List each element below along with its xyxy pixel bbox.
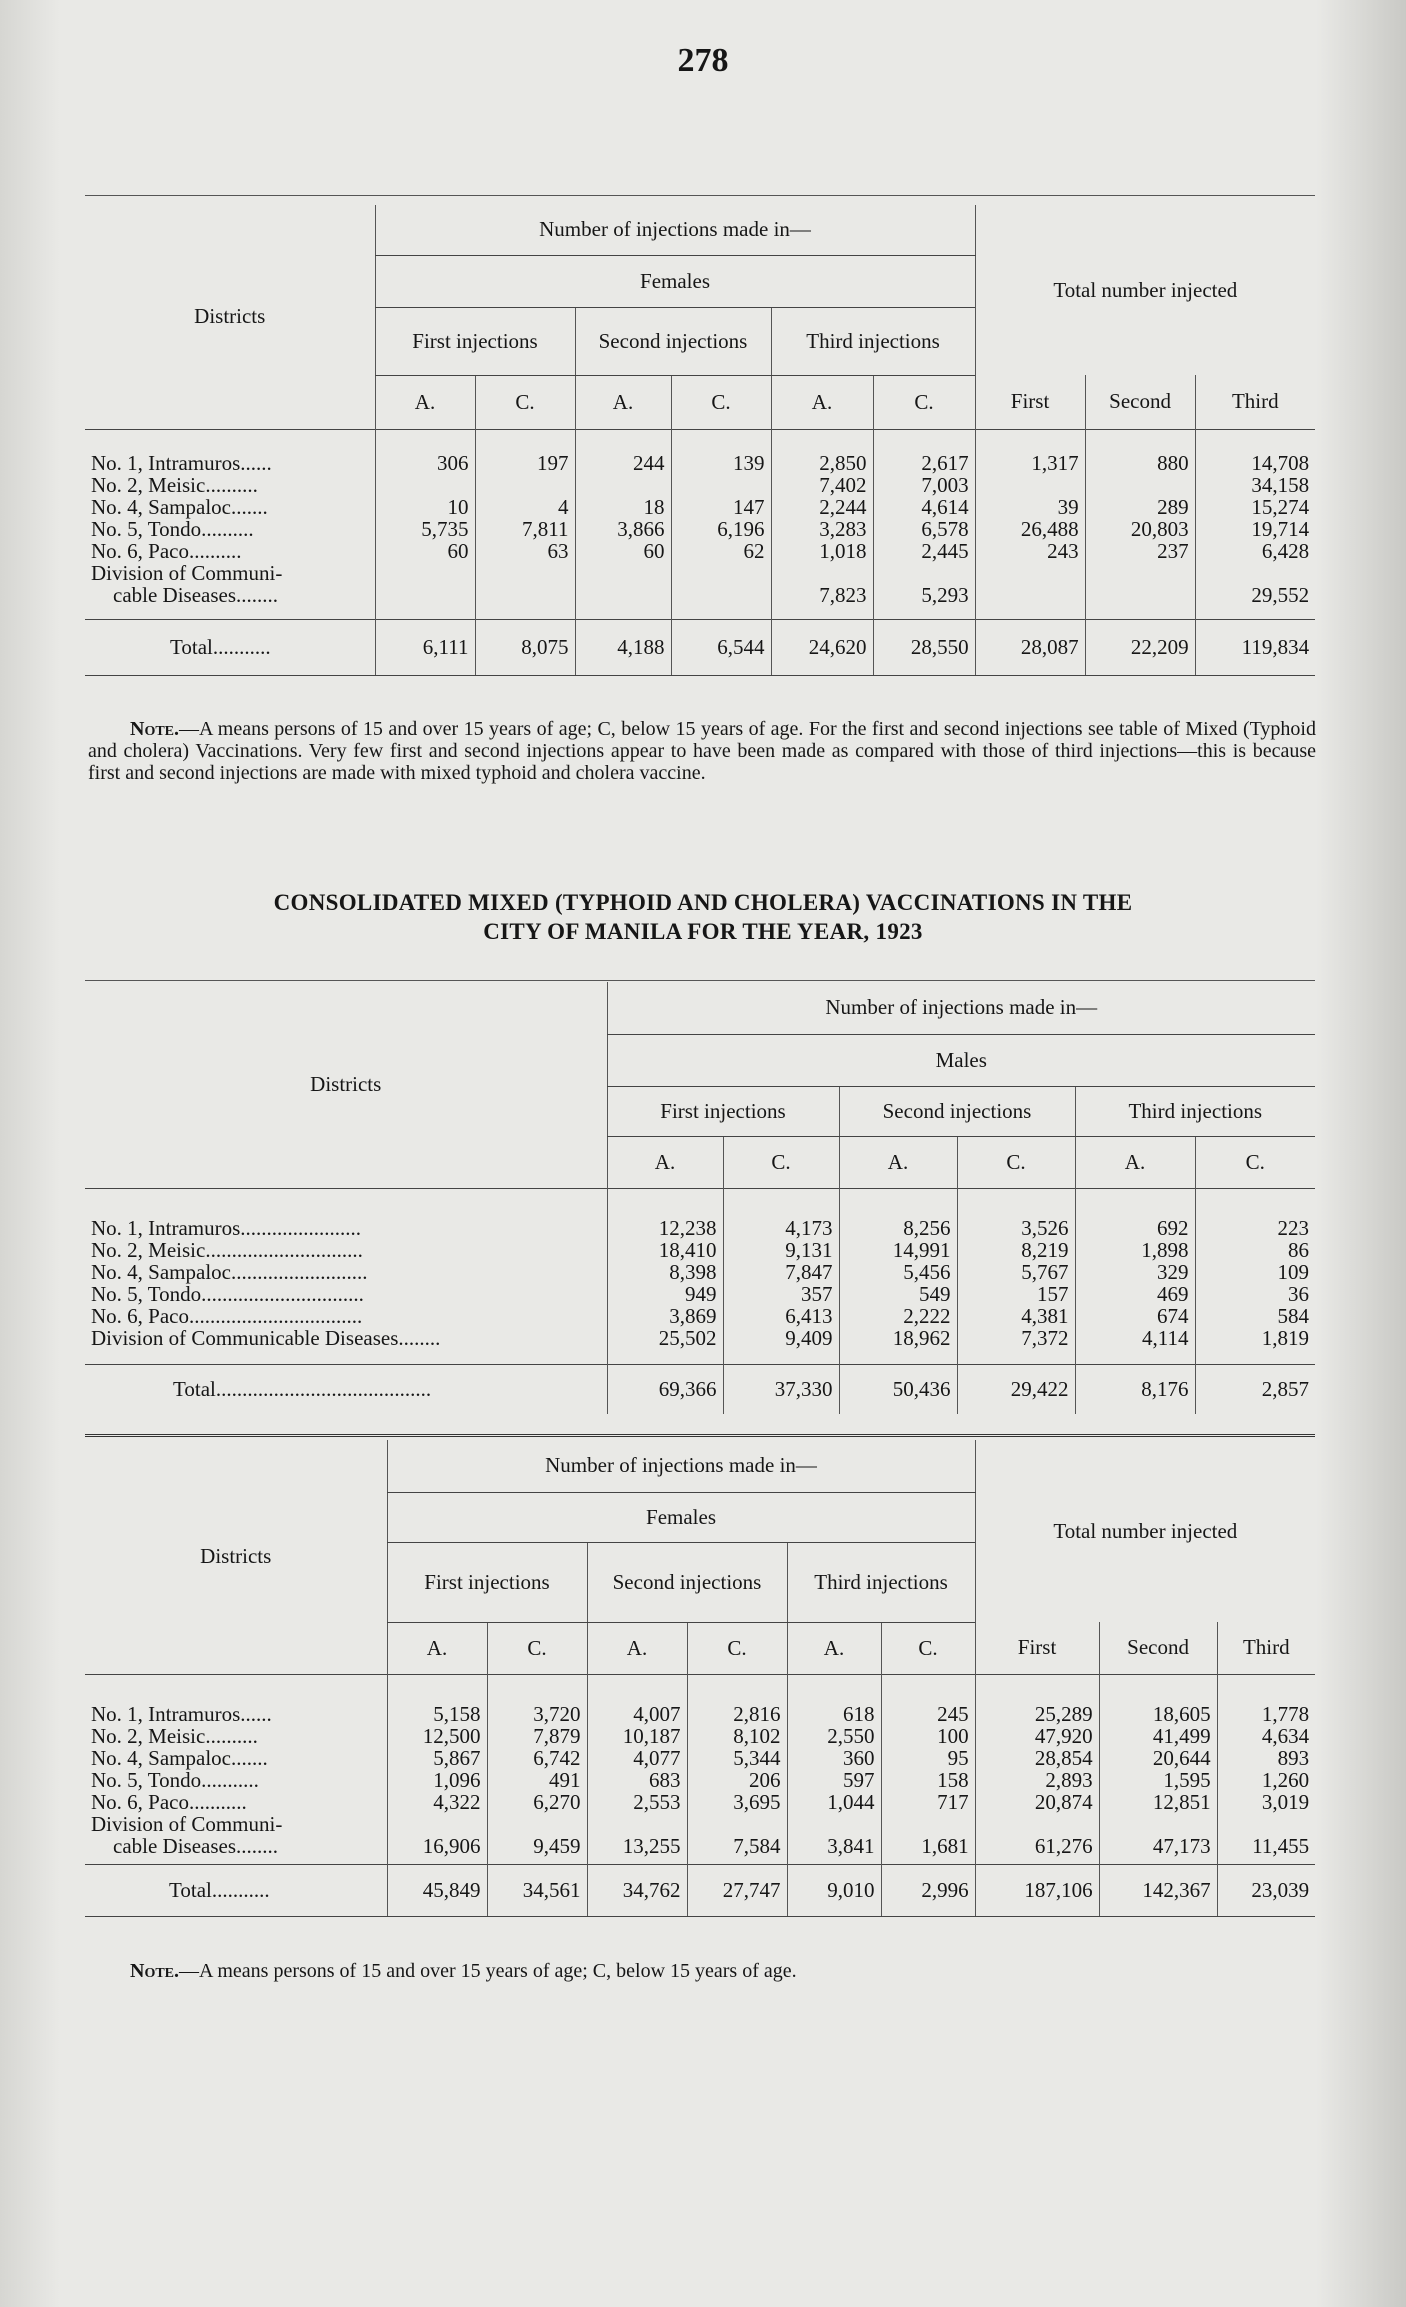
table-cell: 223 — [1277, 1215, 1310, 1240]
first-injections-header: First injections — [607, 1086, 839, 1136]
total-label: Total........... — [85, 619, 375, 675]
table-cell: 13,255 — [622, 1833, 681, 1858]
page-shadow-left — [0, 0, 60, 2307]
table1-top-rule — [85, 195, 1315, 196]
table-cell: 1,317 — [1031, 450, 1079, 475]
col-header-first: First — [975, 1622, 1099, 1674]
table-cell: 18,410 — [658, 1237, 717, 1262]
table-cell: 1,595 — [1163, 1767, 1211, 1792]
table-cell: 1,778 — [1261, 1701, 1310, 1726]
table-cell — [582, 562, 665, 584]
district-label: Division of Communi- — [91, 1811, 283, 1836]
column-second-c — [671, 429, 771, 619]
table-cell: 62 — [743, 538, 765, 563]
table-cell: 12,500 — [422, 1723, 481, 1748]
table-cell: 1,260 — [1261, 1767, 1310, 1792]
column-second-c — [687, 1674, 787, 1864]
table-cell: 8,219 — [1021, 1237, 1069, 1262]
col-header-a: A. — [771, 375, 873, 429]
column-total-third — [1217, 1674, 1315, 1864]
table-cell: 60 — [643, 538, 665, 563]
total-value: 6,544 — [671, 619, 771, 675]
district-label: No. 6, Paco.......... — [91, 538, 242, 563]
total-value: 4,188 — [575, 619, 671, 675]
total-value: 50,436 — [839, 1364, 957, 1414]
table-cell — [382, 584, 469, 606]
col-header-a: A. — [1075, 1136, 1195, 1188]
table-cell: 9,409 — [785, 1325, 833, 1350]
table-cell: 237 — [1157, 538, 1189, 563]
total-value: 8,075 — [475, 619, 575, 675]
footnote-1 — [88, 718, 1316, 784]
table-cell — [382, 474, 469, 496]
table-cell: 2,816 — [733, 1701, 781, 1726]
table-cell: 2,550 — [827, 1723, 875, 1748]
table-cell: 6,196 — [717, 516, 765, 541]
col-header-first: First — [975, 375, 1085, 429]
table-cell: 5,867 — [433, 1745, 481, 1770]
col-header-a: A. — [839, 1136, 957, 1188]
table-cell: 109 — [1277, 1259, 1310, 1284]
footnote-2 — [88, 1960, 1316, 1982]
district-label: No. 2, Meisic.............................. — [91, 1237, 363, 1262]
table-cell: 3,720 — [533, 1701, 581, 1726]
table-cell: 5,158 — [433, 1701, 481, 1726]
table-cell: 9,459 — [533, 1833, 581, 1858]
total-value: 45,849 — [387, 1864, 487, 1916]
table-cell: 25,289 — [1034, 1701, 1093, 1726]
district-label: No. 1, Intramuros...... — [91, 1701, 272, 1726]
table-cell: 289 — [1157, 494, 1189, 519]
table-cell: 95 — [947, 1745, 969, 1770]
total-value: 28,087 — [975, 619, 1085, 675]
district-label: cable Diseases........ — [113, 582, 279, 607]
table-cell: 244 — [633, 450, 665, 475]
district-label: No. 1, Intramuros...... — [91, 450, 272, 475]
table-cell: 86 — [1288, 1237, 1310, 1262]
district-label: No. 5, Tondo........... — [91, 1767, 259, 1792]
table-cell: 692 — [1157, 1215, 1189, 1240]
table-cell: 206 — [749, 1767, 781, 1792]
col-header-c: C. — [671, 375, 771, 429]
table-cell: 3,869 — [669, 1303, 717, 1328]
table-cell: 949 — [685, 1281, 717, 1306]
table-cell: 6,578 — [921, 516, 969, 541]
table-cell: 880 — [1157, 450, 1189, 475]
table-cell: 41,499 — [1152, 1723, 1211, 1748]
table-cell: 360 — [843, 1745, 875, 1770]
district-label: cable Diseases........ — [113, 1833, 279, 1858]
third-injections-header: Third injections — [787, 1542, 975, 1622]
table-cell: 491 — [549, 1767, 581, 1792]
table-cell: 10,187 — [622, 1723, 681, 1748]
table-cell: 1,681 — [921, 1833, 969, 1858]
column-first-a — [387, 1674, 487, 1864]
table-cell — [582, 474, 665, 496]
table-cell: 1,096 — [433, 1767, 481, 1792]
total-value: 8,176 — [1075, 1364, 1195, 1414]
col-header-third: Third — [1217, 1622, 1315, 1674]
total-value: 24,620 — [771, 619, 873, 675]
table-cell: 20,803 — [1130, 516, 1189, 541]
table-cell — [1092, 474, 1189, 496]
column-third-c — [1195, 1188, 1315, 1364]
table-cell: 2,222 — [903, 1303, 951, 1328]
table-cell: 6,742 — [533, 1745, 581, 1770]
districts-header: Districts — [200, 1544, 272, 1569]
table-cell: 717 — [937, 1789, 969, 1814]
district-label: Division of Communicable Diseases........ — [91, 1325, 441, 1350]
district-label: No. 4, Sampaloc....... — [91, 494, 268, 519]
column-first-a — [607, 1188, 723, 1364]
table-cell: 14,991 — [892, 1237, 951, 1262]
total-value: 29,422 — [957, 1364, 1075, 1414]
table-cell: 14,708 — [1251, 450, 1310, 475]
table-cell: 20,874 — [1034, 1789, 1093, 1814]
table-cell: 5,735 — [421, 516, 469, 541]
title-line: CONSOLIDATED MIXED (TYPHOID AND CHOLERA) VACCINATIONS IN THE — [273, 890, 1133, 915]
table-cell: 18,605 — [1152, 1701, 1211, 1726]
table-cell: 5,293 — [921, 582, 969, 607]
column-total-second — [1085, 429, 1195, 619]
table-cell: 7,584 — [733, 1833, 781, 1858]
table-cell: 7,847 — [785, 1259, 833, 1284]
table-cell — [982, 1813, 1093, 1835]
district-label: No. 4, Sampaloc....... — [91, 1745, 268, 1770]
col-header-a: A. — [387, 1622, 487, 1674]
table-cell: 9,131 — [785, 1237, 833, 1262]
total-value: 34,561 — [487, 1864, 587, 1916]
column-total-first — [975, 1674, 1099, 1864]
table-cell — [694, 1813, 781, 1835]
district-label: No. 4, Sampaloc.......................... — [91, 1259, 368, 1284]
table-cell: 16,906 — [422, 1833, 481, 1858]
table-cell: 1,018 — [819, 538, 867, 563]
col-header-c: C. — [957, 1136, 1075, 1188]
col-header-c: C. — [487, 1622, 587, 1674]
table-cell: 39 — [1057, 494, 1079, 519]
table-cell: 4,634 — [1261, 1723, 1310, 1748]
col-header-second: Second — [1099, 1622, 1217, 1674]
table-cell: 18 — [643, 494, 665, 519]
first-injections-header: First injections — [375, 307, 575, 375]
table-cell — [582, 584, 665, 606]
injections-made-header: Number of injections made in— — [607, 982, 1315, 1034]
table-cell: 7,402 — [819, 472, 867, 497]
page-shadow-right — [1316, 0, 1406, 2307]
table-cell: 4,007 — [633, 1701, 681, 1726]
table-cell: 63 — [547, 538, 569, 563]
column-first-c — [487, 1674, 587, 1864]
table-cell: 243 — [1047, 538, 1079, 563]
col-header-second: Second — [1085, 375, 1195, 429]
col-header-a: A. — [607, 1136, 723, 1188]
col-header-c: C. — [1195, 1136, 1315, 1188]
table3-top-rule — [85, 1434, 1315, 1437]
section-title — [0, 888, 1406, 946]
table-cell: 18,962 — [892, 1325, 951, 1350]
table-cell: 329 — [1157, 1259, 1189, 1284]
table-cell: 4,381 — [1021, 1303, 1069, 1328]
table-cell: 10 — [447, 494, 469, 519]
table-cell — [794, 1813, 875, 1835]
column-third-c — [873, 429, 975, 619]
table-cell: 4,077 — [633, 1745, 681, 1770]
table-cell: 12,851 — [1152, 1789, 1211, 1814]
table-cell: 4,322 — [433, 1789, 481, 1814]
table-cell: 8,256 — [903, 1215, 951, 1240]
note-label: Note. — [130, 1960, 180, 1982]
districts-header: Districts — [194, 304, 266, 329]
col-header-c: C. — [873, 375, 975, 429]
table-cell: 11,455 — [1252, 1833, 1310, 1858]
total-value: 28,550 — [873, 619, 975, 675]
note-label: Note. — [130, 718, 180, 740]
districts-header: Districts — [310, 1072, 382, 1097]
column-first-c — [723, 1188, 839, 1364]
injections-made-header: Number of injections made in— — [387, 1440, 975, 1492]
table-cell: 4 — [558, 494, 569, 519]
district-labels — [85, 429, 375, 619]
col-header-a: A. — [575, 375, 671, 429]
column-third-c — [881, 1674, 975, 1864]
table-cell: 6,428 — [1261, 538, 1310, 563]
table-cell: 20,644 — [1152, 1745, 1211, 1770]
col-header-a: A. — [787, 1622, 881, 1674]
table-cell: 197 — [537, 450, 569, 475]
column-total-third — [1195, 429, 1315, 619]
col-header-c: C. — [687, 1622, 787, 1674]
col-header-a: A. — [375, 375, 475, 429]
table-cell: 7,879 — [533, 1723, 581, 1748]
table-cell — [1092, 584, 1189, 606]
table-cell: 5,767 — [1021, 1259, 1069, 1284]
table-cell: 6,413 — [785, 1303, 833, 1328]
table-cell: 8,398 — [669, 1259, 717, 1284]
female-vaccination-table — [85, 205, 1315, 676]
district-label: No. 5, Tondo............................... — [91, 1281, 364, 1306]
table2-top-rule — [85, 980, 1315, 981]
table-cell: 683 — [649, 1767, 681, 1792]
table-cell: 100 — [937, 1723, 969, 1748]
total-value: 187,106 — [975, 1864, 1099, 1916]
district-label: No. 1, Intramuros....................... — [91, 1215, 362, 1240]
column-second-a — [575, 429, 671, 619]
table-cell — [678, 584, 765, 606]
total-value: 27,747 — [687, 1864, 787, 1916]
table-cell: 2,244 — [819, 494, 867, 519]
total-value: 2,857 — [1195, 1364, 1315, 1414]
table-cell: 6,270 — [533, 1789, 581, 1814]
district-label: No. 5, Tondo.......... — [91, 516, 254, 541]
table-cell: 357 — [801, 1281, 833, 1306]
note-text: —A means persons of 15 and over 15 years of age; C, below 15 years of age. For the first and second injections see table of Mixed (Typhoid and cholera) Vaccinations. Very few first and second injections appear to have been made as compared with those of third injections—this is because first and second injections are made with mixed typhoid and cholera vaccine. — [88, 718, 1316, 784]
column-third-a — [1075, 1188, 1195, 1364]
table-cell: 28,854 — [1034, 1745, 1093, 1770]
column-third-a — [771, 429, 873, 619]
district-label: No. 2, Meisic.......... — [91, 1723, 258, 1748]
males-header: Males — [607, 1034, 1315, 1086]
total-value: 2,996 — [881, 1864, 975, 1916]
table-cell — [382, 562, 469, 584]
col-header-c: C. — [475, 375, 575, 429]
table-cell: 158 — [937, 1767, 969, 1792]
total-value: 34,762 — [587, 1864, 687, 1916]
table-cell — [888, 1813, 969, 1835]
district-label: No. 6, Paco................................. — [91, 1303, 363, 1328]
table-cell: 3,526 — [1021, 1215, 1069, 1240]
table-cell — [880, 562, 969, 584]
col-header-c: C. — [881, 1622, 975, 1674]
second-injections-header: Second injections — [839, 1086, 1075, 1136]
table-cell — [394, 1813, 481, 1835]
total-value: 142,367 — [1099, 1864, 1217, 1916]
table-cell — [778, 562, 867, 584]
table-cell: 7,823 — [819, 582, 867, 607]
table-cell: 29,552 — [1251, 582, 1310, 607]
table-cell: 597 — [843, 1767, 875, 1792]
table-cell: 157 — [1037, 1281, 1069, 1306]
table-cell: 3,866 — [617, 516, 665, 541]
table-cell: 5,456 — [903, 1259, 951, 1284]
table-cell: 4,614 — [921, 494, 969, 519]
table-cell: 147 — [733, 494, 765, 519]
table-cell: 2,553 — [633, 1789, 681, 1814]
table-cell: 4,114 — [1142, 1325, 1189, 1350]
table-cell — [1202, 562, 1310, 584]
total-injected-header: Total number injected — [975, 205, 1315, 375]
column-second-a — [839, 1188, 957, 1364]
table-cell: 549 — [919, 1281, 951, 1306]
female-mixed-vaccination-table — [85, 1440, 1315, 1917]
column-first-c — [475, 429, 575, 619]
column-second-a — [587, 1674, 687, 1864]
table-cell: 8,102 — [733, 1723, 781, 1748]
table-cell: 2,893 — [1045, 1767, 1093, 1792]
col-header-a: A. — [587, 1622, 687, 1674]
table-cell — [1092, 562, 1189, 584]
table-cell: 25,502 — [658, 1325, 717, 1350]
table-cell: 2,445 — [921, 538, 969, 563]
total-value: 37,330 — [723, 1364, 839, 1414]
table-cell — [482, 584, 569, 606]
table-cell: 60 — [447, 538, 469, 563]
table-cell — [678, 474, 765, 496]
note-text: —A means persons of 15 and over 15 years of age; C, below 15 years of age. — [179, 1960, 797, 1982]
females-header: Females — [387, 1492, 975, 1542]
col-header-c: C. — [723, 1136, 839, 1188]
table-cell: 47,173 — [1152, 1833, 1211, 1858]
district-labels — [85, 1188, 607, 1364]
table-cell: 584 — [1277, 1303, 1310, 1328]
third-injections-header: Third injections — [1075, 1086, 1315, 1136]
table-cell — [678, 562, 765, 584]
injections-made-header: Number of injections made in— — [375, 205, 975, 255]
table-cell — [594, 1813, 681, 1835]
table-cell: 36 — [1288, 1281, 1310, 1306]
total-value: 9,010 — [787, 1864, 881, 1916]
male-vaccination-table — [85, 982, 1315, 1414]
table-cell: 19,714 — [1251, 516, 1310, 541]
col-header-third: Third — [1195, 375, 1315, 429]
table-cell: 3,841 — [827, 1833, 875, 1858]
table-cell: 7,372 — [1021, 1325, 1069, 1350]
total-value: 23,039 — [1217, 1864, 1315, 1916]
total-injected-header: Total number injected — [975, 1440, 1315, 1622]
column-total-first — [975, 429, 1085, 619]
table-cell: 34,158 — [1251, 472, 1310, 497]
table-cell: 139 — [733, 450, 765, 475]
table-cell: 5,344 — [733, 1745, 781, 1770]
page-number: 278 — [677, 42, 729, 79]
title-line: CITY OF MANILA FOR THE YEAR, 1923 — [483, 919, 923, 944]
table-cell: 7,811 — [522, 516, 569, 541]
table-cell: 61,276 — [1034, 1833, 1093, 1858]
table-cell: 674 — [1157, 1303, 1189, 1328]
table-cell — [1106, 1813, 1211, 1835]
total-value: 22,209 — [1085, 619, 1195, 675]
table-cell: 7,003 — [921, 472, 969, 497]
table-cell: 1,044 — [827, 1789, 875, 1814]
table-cell: 1,819 — [1261, 1325, 1310, 1350]
table-cell: 26,488 — [1020, 516, 1079, 541]
total-value: 6,111 — [375, 619, 475, 675]
table-cell: 3,019 — [1261, 1789, 1310, 1814]
table-cell: 47,920 — [1034, 1723, 1093, 1748]
total-value: 119,834 — [1195, 619, 1315, 675]
total-value: 69,366 — [607, 1364, 723, 1414]
table-cell — [494, 1813, 581, 1835]
district-labels — [85, 1674, 387, 1864]
table-cell: 12,238 — [658, 1215, 717, 1240]
table-cell — [482, 562, 569, 584]
table-cell: 2,617 — [921, 450, 969, 475]
table-cell — [982, 562, 1079, 584]
table-cell: 618 — [843, 1701, 875, 1726]
table-cell: 1,898 — [1141, 1237, 1189, 1262]
table-cell: 3,283 — [819, 516, 867, 541]
table-cell: 2,850 — [819, 450, 867, 475]
total-label: Total........... — [85, 1864, 387, 1916]
table-cell: 15,274 — [1251, 494, 1310, 519]
column-first-a — [375, 429, 475, 619]
table-cell: 3,695 — [733, 1789, 781, 1814]
table-cell — [1224, 1813, 1310, 1835]
table-cell: 4,173 — [785, 1215, 833, 1240]
column-total-second — [1099, 1674, 1217, 1864]
table-cell: 245 — [937, 1701, 969, 1726]
first-injections-header: First injections — [387, 1542, 587, 1622]
total-label: Total......................................... — [85, 1364, 607, 1414]
column-second-c — [957, 1188, 1075, 1364]
second-injections-header: Second injections — [575, 307, 771, 375]
table-cell — [482, 474, 569, 496]
second-injections-header: Second injections — [587, 1542, 787, 1622]
table-cell: 306 — [437, 450, 469, 475]
table-cell — [982, 584, 1079, 606]
third-injections-header: Third injections — [771, 307, 975, 375]
district-label: No. 2, Meisic.......... — [91, 472, 258, 497]
district-label: No. 6, Paco........... — [91, 1789, 247, 1814]
column-third-a — [787, 1674, 881, 1864]
district-label: Division of Communi- — [91, 560, 283, 585]
table-cell: 893 — [1277, 1745, 1310, 1770]
table-cell — [982, 474, 1079, 496]
females-header: Females — [375, 255, 975, 307]
table-cell: 469 — [1157, 1281, 1189, 1306]
